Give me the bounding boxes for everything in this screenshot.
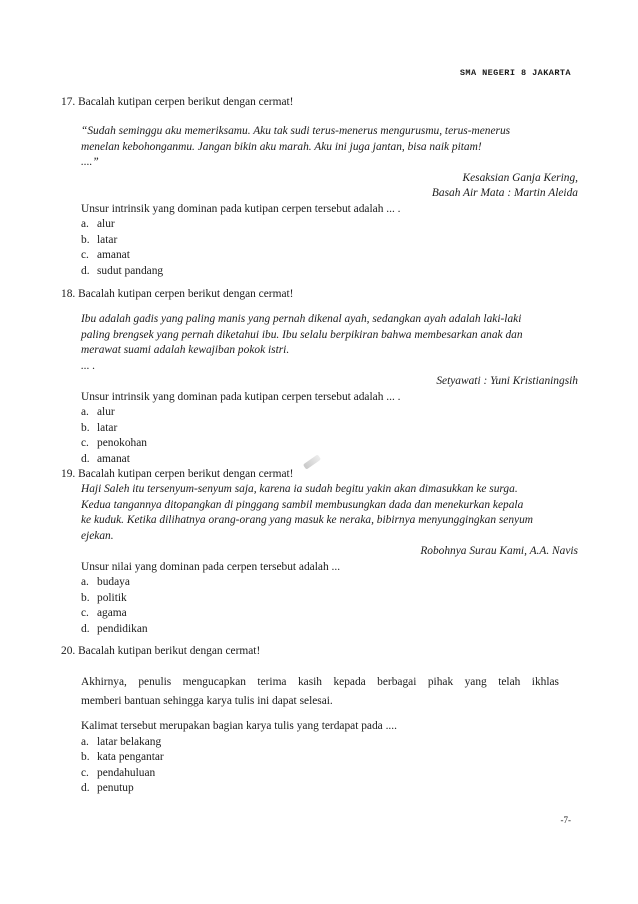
question-19 — [61, 466, 581, 637]
question-title: 19. Bacalah kutipan cerpen berikut dengan cermat! — [61, 468, 294, 480]
question-stem: Kalimat tersebut merupakan bagian karya tulis yang terdapat pada .... — [81, 720, 397, 732]
excerpt-source: Robohnya Surau Kami, A.A. Navis — [420, 545, 578, 557]
question-stem: Unsur intrinsik yang dominan pada kutipan cerpen tersebut adalah ... . — [81, 390, 401, 403]
excerpt-text: Akhirnya, penulis mengucapkan terima kasih kepada berbagai pihak yang telah ikhlas memberi bantuan sehingga karya tulis ini dapat selesai. — [81, 676, 559, 707]
question-stem: Unsur intrinsik yang dominan pada kutipan cerpen tersebut adalah ... . — [81, 202, 401, 215]
option-a[interactable]: a. budaya — [81, 576, 130, 588]
option-c[interactable]: c. penokohan — [81, 437, 147, 449]
question-title: 18. Bacalah kutipan cerpen berikut dengan cermat! — [61, 288, 294, 300]
option-d[interactable]: d. sudut pandang — [81, 264, 164, 277]
question-stem: Unsur nilai yang dominan pada cerpen tersebut adalah ... — [81, 560, 341, 573]
option-c[interactable]: c. amanat — [81, 249, 130, 261]
question-20 — [61, 642, 581, 797]
excerpt-source: Setyawati : Yuni Kristianingsih — [436, 375, 578, 387]
option-b[interactable]: b. latar — [81, 233, 118, 246]
question-title: 20. Bacalah kutipan berikut dengan cermat! — [61, 645, 261, 657]
option-a[interactable]: a. latar belakang — [81, 735, 162, 748]
option-b[interactable]: b. politik — [81, 591, 127, 604]
option-d[interactable]: d. pendidikan — [81, 622, 148, 635]
cerpen-excerpt: “Sudah seminggu aku memeriksamu. Aku tak sudi terus-menerus mengurusmu, terus-menerus menelan kebohonganmu. Jangan bikin aku marah. Aku ini juga jantan, bisa naik pitam! ....” — [81, 125, 511, 168]
option-d[interactable]: d. amanat — [81, 452, 130, 465]
option-d[interactable]: d. penutup — [81, 782, 134, 794]
school-header: SMA NEGERI 8 JAKARTA — [459, 68, 571, 78]
question-18 — [61, 285, 581, 467]
cerpen-excerpt: Ibu adalah gadis yang paling manis yang pernah dikenal ayah, sedangkan ayah adalah laki-laki paling brengsek yang pernah diketahui ibu. Ibu selalu berpikiran bahwa membesarkan anak dan merawat suami adalah kewajiban pokok istri. ... . — [81, 313, 523, 372]
option-a[interactable]: a. alur — [81, 406, 115, 418]
option-c[interactable]: c. pendahuluan — [81, 766, 156, 779]
question-17 — [61, 93, 581, 279]
option-b[interactable]: b. kata pengantar — [81, 751, 164, 763]
question-title: 17. Bacalah kutipan cerpen berikut dengan cermat! — [61, 96, 294, 108]
option-a[interactable]: a. alur — [81, 218, 115, 230]
excerpt-source: Kesaksian Ganja Kering, Basah Air Mata : Martin Aleida — [431, 171, 578, 199]
cerpen-excerpt: Haji Saleh itu tersenyum-senyum saja, karena ia sudah begitu yakin akan dimasukkan ke surga. Kedua tangannya ditopangkan di pinggang sambil membusungkan dada dan menekurkan kepala ke kuduk. Ketika dilihatnya orang-orang yang masuk ke neraka, bibirnya menyunggingkan senyum ejekan. — [81, 483, 534, 542]
option-c[interactable]: c. agama — [81, 607, 127, 619]
option-b[interactable]: b. latar — [81, 421, 118, 434]
page-number: -7- — [560, 815, 571, 825]
